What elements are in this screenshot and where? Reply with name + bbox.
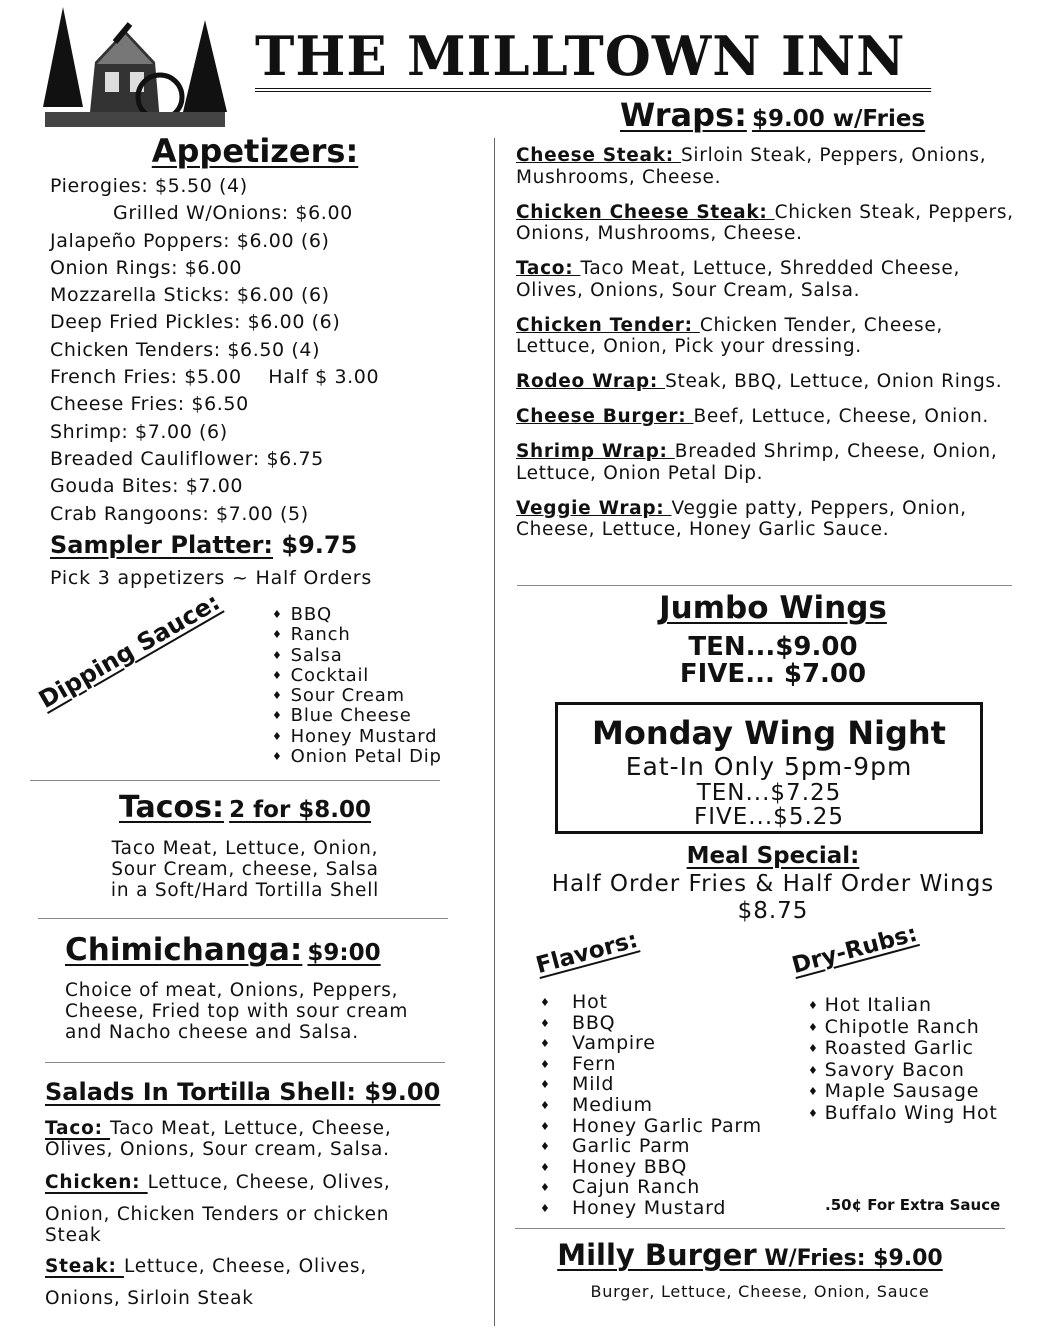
wrap-item [516,202,1021,245]
sampler-note: Pick 3 appetizers ~ Half Orders [50,567,373,589]
appetizer-item: Mozzarella Sticks: $6.00 (6) [50,284,330,307]
appetizer-list [50,173,379,528]
appetizer-item: Cheese Fries: $6.50 [50,393,249,416]
salad-name: Steak: [45,1256,124,1277]
sauce-item: ♦ Blue Cheese [272,706,442,726]
flavor-item: ♦ Honey Garlic Parm [540,1116,762,1137]
salad-desc: Lettuce, Cheese, Olives, [147,1172,391,1193]
wings-prices [600,634,946,688]
wings-ten-price: TEN...$9.00 [688,632,858,662]
appetizers-heading: Appetizers: [151,132,359,170]
dry-rubs-list [808,995,998,1125]
appetizer-item: Grilled W/Onions: $6.00 [113,202,353,225]
desc-line: and Nacho cheese and Salsa. [65,1022,359,1043]
flavor-item: ♦ BBQ [540,1013,762,1034]
wrap-name: Veggie Wrap: [516,497,672,519]
sauce-item: ♦ Ranch [272,625,442,645]
sampler-label: Sampler Platter: [50,531,274,559]
appetizer-item: Onion Rings: $6.00 [50,256,243,279]
sampler-platter [50,531,357,559]
flavor-item: ♦ Honey BBQ [540,1157,762,1178]
dry-rub-item: ♦ Maple Sausage [808,1081,998,1103]
wrap-name: Shrimp Wrap: [516,441,675,462]
wrap-item [516,406,1021,428]
salad-steak [45,1256,465,1277]
wrap-desc: Breaded Shrimp, Cheese, Onion, Lettuce, Onion Petal Dip. [516,441,998,484]
appetizer-item: Breaded Cauliflower: $6.75 [50,447,324,470]
salad-steak-desc2: Onions, Sirloin Steak [45,1288,254,1309]
dry-rub-item: ♦ Chipotle Ranch [808,1017,998,1039]
wrap-name: Chicken Tender: [516,314,700,336]
wrap-item [516,258,1021,301]
appetizer-item: Chicken Tenders: $6.50 (4) [50,338,321,361]
tacos-title: Tacos: [118,790,225,825]
salad-desc: Lettuce, Cheese, Olives, [123,1256,367,1277]
wraps-price: $9.00 w/Fries [751,106,926,132]
logo [35,2,230,132]
flavor-item: ♦ Medium [540,1095,762,1116]
wrap-item [516,498,1021,541]
wrap-name: Taco: [516,258,581,279]
dry-rub-item: ♦ Buffalo Wing Hot [808,1103,998,1125]
flavor-item: ♦ Honey Mustard [540,1198,762,1219]
wrap-desc: Beef, Lettuce, Cheese, Onion. [693,406,989,427]
desc-line: in a Soft/Hard Tortilla Shell [110,880,380,901]
extra-sauce-note: .50¢ For Extra Sauce [825,1196,1001,1214]
appetizer-item: French Fries: $5.00 Half $ 3.00 [50,366,380,389]
meal-special-price: $8.75 [737,898,809,924]
wrap-name: Cheese Steak: [516,145,681,166]
desc-line: Choice of meat, Onions, Peppers, [65,980,399,1001]
burger-description: Burger, Lettuce, Cheese, Onion, Sauce [590,1282,930,1301]
wrap-name: Chicken Cheese Steak: [516,201,775,223]
wraps-list [516,145,1021,554]
desc-line: Taco Meat, Lettuce, Onion, [111,838,379,859]
divider [38,918,448,919]
burger-name: Milly Burger [557,1238,757,1272]
dipping-sauce-list [272,605,442,767]
dry-rub-item: ♦ Roasted Garlic [808,1038,998,1060]
salad-name: Taco: [45,1118,111,1139]
tacos-heading [60,790,430,825]
special-five: FIVE...$5.25 [693,804,845,830]
flavor-item: ♦ Garlic Parm [540,1136,762,1157]
dry-rubs-heading: Dry-Rubs: [789,920,921,979]
wings-five-price: FIVE... $7.00 [679,659,867,689]
wraps-title: Wraps: [620,96,747,134]
restaurant-title: THE MILLTOWN INN [255,26,931,92]
salad-chicken [45,1172,465,1193]
divider [30,780,440,781]
meal-special-desc: Half Order Fries & Half Order Wings [551,871,995,897]
flavor-item: ♦ Vampire [540,1033,762,1054]
appetizer-item: Jalapeño Poppers: $6.00 (6) [50,229,330,252]
wrap-desc: Chicken Tender, Cheese, Lettuce, Onion, Pick your dressing. [516,314,944,357]
tacos-price: 2 for $8.00 [229,797,372,823]
desc-line: Sour Cream, cheese, Salsa [111,859,379,880]
monday-wing-night-box [555,702,983,834]
wrap-item [516,315,1021,358]
divider [515,1228,1005,1229]
chimichanga-price: $9:00 [307,940,381,966]
dry-rub-item: ♦ Savory Bacon [808,1060,998,1082]
flavor-item: ♦ Hot [540,992,762,1013]
column-divider [494,138,495,1326]
dipping-sauce-heading: Dipping Sauce: [34,587,225,714]
appetizer-item: Deep Fried Pickles: $6.00 (6) [50,311,341,334]
jumbo-wings-heading: Jumbo Wings [659,590,887,626]
meal-special [510,871,1036,925]
flavor-item: ♦ Fern [540,1054,762,1075]
wrap-item [516,145,1021,188]
appetizer-item: Shrimp: $7.00 (6) [50,420,228,443]
divider [517,585,1012,586]
wrap-desc: Veggie patty, Peppers, Onion, Cheese, Lettuce, Honey Garlic Sauce. [516,497,967,540]
salads-heading: Salads In Tortilla Shell: $9.00 [45,1078,441,1106]
chimichanga-description [65,980,408,1043]
appetizer-item: Pierogies: $5.50 (4) [50,175,248,197]
salad-taco [45,1118,465,1160]
sauce-item: ♦ Onion Petal Dip [272,747,442,767]
milly-burger-heading [515,1238,985,1272]
wrap-desc: Steak, BBQ, Lettuce, Onion Rings. [665,371,1003,392]
dry-rub-item: ♦ Hot Italian [808,995,998,1017]
chimichanga-heading [65,932,381,968]
wraps-heading [620,96,925,134]
sauce-item: ♦ Sour Cream [272,686,442,706]
wrap-name: Cheese Burger: [516,406,694,427]
flavors-list [540,992,762,1219]
special-title: Monday Wing Night [592,714,946,752]
mill-logo-icon [35,2,230,132]
wrap-item [516,441,1021,484]
wrap-item [516,371,1021,393]
salad-desc: Taco Meat, Lettuce, Cheese, Olives, Onions, Sour cream, Salsa. [45,1118,392,1160]
sauce-item: ♦ BBQ [272,605,442,625]
tacos-description [45,838,445,901]
appetizer-item: Crab Rangoons: $7.00 (5) [50,502,309,525]
desc-line: Cheese, Fried top with sour cream [65,1001,409,1022]
divider [45,1062,445,1063]
sauce-item: ♦ Cocktail [272,666,442,686]
sauce-item: ♦ Salsa [272,646,442,666]
chimichanga-title: Chimichanga: [65,932,303,968]
salad-name: Chicken: [45,1172,148,1193]
flavor-item: ♦ Cajun Ranch [540,1177,762,1198]
wrap-desc: Taco Meat, Lettuce, Shredded Cheese, Olives, Onions, Sour Cream, Salsa. [516,258,961,301]
meal-special-heading: Meal Special: [686,843,860,869]
special-ten: TEN...$7.25 [696,780,842,806]
flavors-heading: Flavors: [533,926,641,979]
sampler-price: $9.75 [273,531,358,559]
salad-chicken-desc2: Onion, Chicken Tenders or chicken Steak [45,1204,390,1246]
wrap-desc: Sirloin Steak, Peppers, Onions, Mushrooms, Cheese. [516,145,987,188]
special-subtitle: Eat-In Only 5pm-9pm [625,752,913,781]
flavor-item: ♦ Mild [540,1074,762,1095]
wrap-name: Rodeo Wrap: [516,371,666,392]
burger-price: W/Fries: $9.00 [756,1246,943,1271]
wrap-desc: Chicken Steak, Peppers, Onions, Mushrooms, Cheese. [516,201,1014,244]
sauce-item: ♦ Honey Mustard [272,727,442,747]
appetizer-item: Gouda Bites: $7.00 [50,475,244,498]
